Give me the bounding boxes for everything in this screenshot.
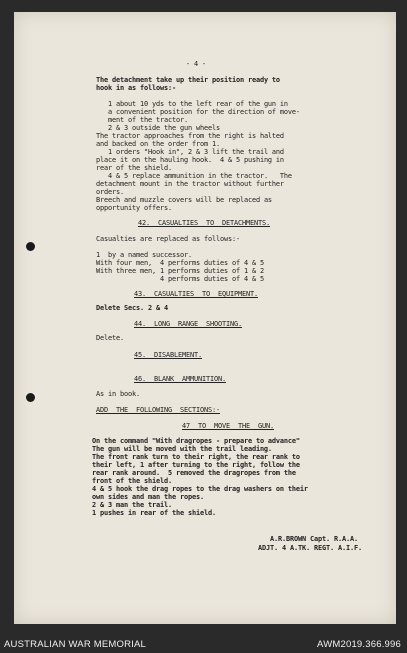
- intro-line-2: hook in as follows:-: [96, 84, 176, 92]
- position-line: 2 & 3 outside the gun wheels: [96, 124, 220, 132]
- archive-name: AUSTRALIAN WAR MEMORIAL: [4, 639, 147, 650]
- section-44-body: Delete.: [96, 334, 124, 342]
- punch-hole-bottom: [26, 393, 35, 402]
- section-46-heading: 46. BLANK AMMUNITION.: [134, 375, 226, 383]
- section-47-line: 2 & 3 man the trail.: [92, 501, 172, 509]
- section-43-body: Delete Secs. 2 & 4: [96, 304, 168, 312]
- signature-name: A.R.BROWN Capt. R.A.A.: [270, 535, 358, 543]
- section-42-line: 1 by a named successor.: [96, 251, 192, 259]
- section-42-heading: 42. CASUALTIES TO DETACHMENTS.: [138, 219, 270, 227]
- position-line: orders.: [96, 188, 124, 196]
- section-42-line: 4 performs duties of 4 & 5: [96, 275, 264, 283]
- section-45-heading: 45. DISABLEMENT.: [134, 351, 202, 359]
- section-47-line: The gun will be moved with the trail leading.: [92, 445, 272, 453]
- page-number: - 4 -: [186, 60, 206, 68]
- section-47-line: rear rank around. 5 removed the dragropes from the: [92, 469, 296, 477]
- section-46-body: As in book.: [96, 390, 140, 398]
- signature-title: ADJT. 4 A.TK. REGT. A.I.F.: [258, 544, 362, 552]
- position-line: place it on the hauling hook. 4 & 5 pushing in: [96, 156, 284, 164]
- section-43-heading: 43. CASUALTIES TO EQUIPMENT.: [134, 290, 258, 298]
- section-44-heading: 44. LONG RANGE SHOOTING.: [134, 320, 242, 328]
- position-line: Breech and muzzle covers will be replaced as: [96, 196, 272, 204]
- typed-page: [14, 12, 396, 624]
- punch-hole-top: [26, 242, 35, 251]
- position-line: ment of the tractor.: [96, 116, 188, 124]
- section-47-line: 4 & 5 hook the drag ropes to the drag washers on their: [92, 485, 308, 493]
- archive-footer: [0, 637, 407, 653]
- section-47-line: 1 pushes in rear of the shield.: [92, 509, 216, 517]
- position-line: a convenient position for the direction of move-: [96, 108, 300, 116]
- position-line: opportunity offers.: [96, 204, 172, 212]
- section-47-line: The front rank turn to their right, the rear rank to: [92, 453, 300, 461]
- section-47-heading: 47 TO MOVE THE GUN.: [182, 422, 274, 430]
- section-47-line: their left, 1 after turning to the right, follow the: [92, 461, 300, 469]
- position-line: The tractor approaches from the right is halted: [96, 132, 284, 140]
- section-42-line: With four men, 4 performs duties of 4 & 5: [96, 259, 264, 267]
- position-line: and backed on the order from 1.: [96, 140, 220, 148]
- intro-line-1: The detachment take up their position ready to: [96, 76, 280, 84]
- position-line: 4 & 5 replace ammunition in the tractor. The: [96, 172, 292, 180]
- section-47-line: own sides and man the ropes.: [92, 493, 204, 501]
- position-line: 1 orders "Hook in", 2 & 3 lift the trail and: [96, 148, 284, 156]
- position-line: rear of the shield.: [96, 164, 172, 172]
- add-sections-heading: ADD THE FOLLOWING SECTIONS:-: [96, 406, 220, 414]
- section-42-line: With three men, 1 performs duties of 1 & 2: [96, 267, 264, 275]
- section-47-line: front of the shield.: [92, 477, 172, 485]
- position-line: 1 about 10 yds to the left rear of the gun in: [96, 100, 288, 108]
- section-42-line: Casualties are replaced as follows:-: [96, 235, 240, 243]
- accession-number: AWM2019.366.996: [317, 639, 401, 650]
- position-line: detachment mount in the tractor without further: [96, 180, 284, 188]
- section-47-line: On the command "With dragropes - prepare to advance": [92, 437, 300, 445]
